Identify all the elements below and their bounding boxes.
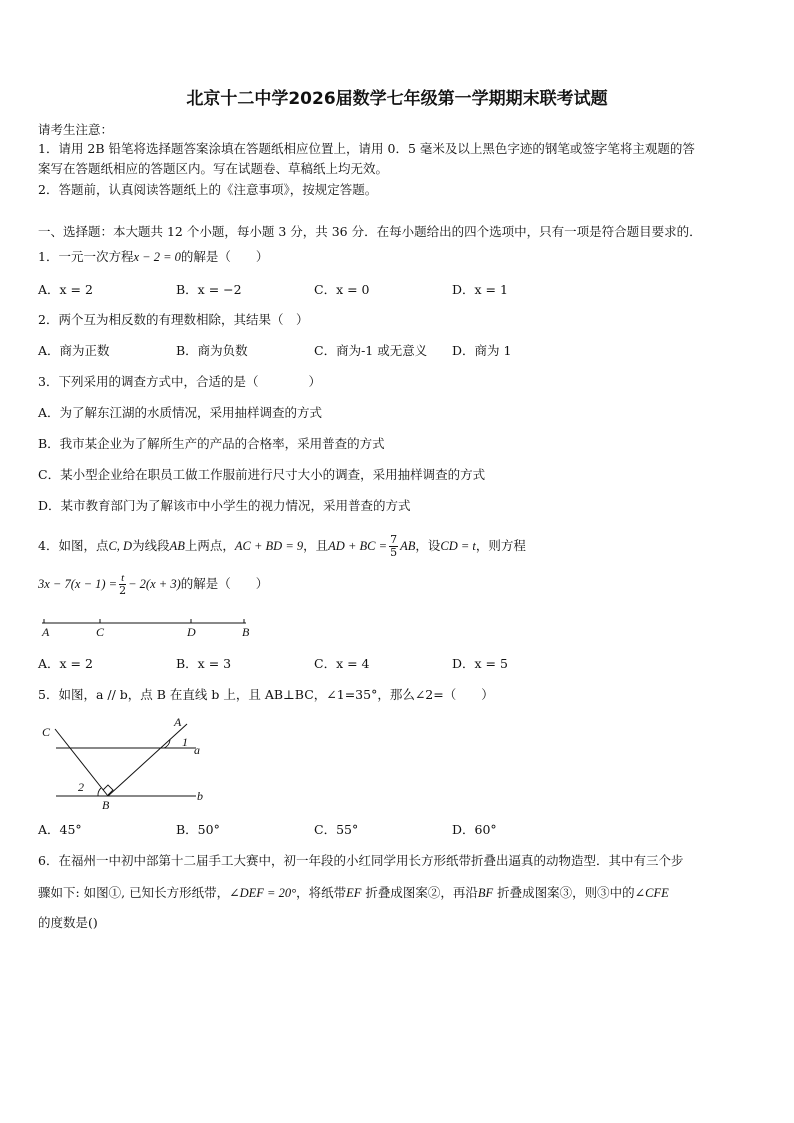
q3-stem: 3．下列采用的调查方式中，合适的是（ ） (38, 374, 321, 389)
q6-line-1: 6．在福州一中初中部第十二届手工大赛中，初一年段的小红同学用长方形纸带折叠出逼真的动物造型．其中有三个步 (38, 853, 684, 868)
q5-option-a: A．45° (38, 822, 82, 837)
q4-stem (38, 534, 526, 559)
q6-angle-cfe: ∠CFE (634, 886, 669, 900)
q1-stem-b: 的解是（ ） (180, 249, 269, 264)
q4-stem-e: ，设 (415, 538, 441, 553)
q5-option-d: D．60° (452, 822, 497, 837)
q2-option-c: C．商为-1 或无意义 (314, 343, 428, 358)
q5-angle-2-arc (98, 788, 101, 796)
q4-option-a: A．x = 2 (38, 656, 93, 671)
q4-condition-2b: AB (400, 539, 416, 553)
q1-option-b: B．x = −2 (176, 282, 242, 297)
q1-option-d: D．x = 1 (452, 282, 508, 297)
q6-line-3: 的度数是() (38, 915, 98, 930)
q4-equation-line (38, 572, 268, 597)
q6-strip-ef: EF (346, 886, 362, 900)
q2-option-d: D．商为 1 (452, 343, 512, 358)
q1-option-a: A．x = 2 (38, 282, 93, 297)
page-title: 北京十二中学2026届数学七年级第一学期期末联考试题 (186, 89, 608, 109)
q5-label-b-point: B (102, 798, 110, 812)
q5-label-angle-2: 2 (78, 780, 84, 794)
q4-option-b: B．x = 3 (176, 656, 232, 671)
q4-option-d: D．x = 5 (452, 656, 508, 671)
q4-label-c: C (96, 625, 105, 639)
q4-stem-g: 的解是（ ） (180, 576, 269, 591)
q4-label-d: D (187, 625, 196, 639)
q6-strip-bf: BF (477, 886, 494, 900)
notice-line-1a: 1．请用 2B 铅笔将选择题答案涂填在答题纸相应位置上，请用 0．5 毫米及以上黑色字迹的钢笔或签字笔将主观题的答 (38, 141, 695, 156)
q4-fraction (389, 534, 398, 559)
q1-equation: x − 2 = 0 (133, 250, 181, 264)
q3-option-c: C．某小型企业给在职员工做工作服前进行尺寸大小的调查，采用抽样调查的方式 (38, 467, 486, 482)
q5-stem: 5．如图，a // b，点 B 在直线 b 上，且 AB⊥BC，∠1=35°，那么∠2=（ ） (38, 687, 494, 702)
q4-label-a: A (42, 625, 50, 639)
q2-option-a: A．商为正数 (38, 343, 110, 358)
q4-condition-3: CD = t (440, 539, 476, 553)
q5-option-c: C．55° (314, 822, 359, 837)
q5-option-b: B．50° (176, 822, 220, 837)
q4-stem-f: ，则方程 (475, 538, 526, 553)
q1-stem-a: 1．一元一次方程 (38, 249, 134, 264)
q3-option-a: A．为了解东江湖的水质情况，采用抽样调查的方式 (38, 405, 323, 420)
q4-segment-ab: AB (169, 539, 185, 553)
q5-label-c: C (42, 725, 51, 739)
q4-stem-c: 上两点， (184, 538, 235, 553)
q6-line-2 (38, 883, 669, 903)
q2-stem: 2．两个互为相反数的有理数相除，其结果（ ） (38, 312, 309, 327)
q2-option-b: B．商为负数 (176, 343, 248, 358)
q4-equation-fraction-numerator: t (121, 572, 125, 584)
q6-line-2b: ，将纸带 (296, 885, 347, 900)
q6-line-2d: 折叠成图案③，则③中的 (493, 885, 635, 900)
notice-line-2: 2．答题前，认真阅读答题纸上的《注意事项》，按规定答题。 (38, 182, 378, 197)
q4-stem-b: 为线段 (132, 538, 170, 553)
q5-right-angle-mark (103, 785, 113, 795)
q4-equation-b: − 2(x + 3) (128, 577, 181, 591)
q4-option-c: C．x = 4 (314, 656, 370, 671)
q4-condition-1: AC + BD = 9 (234, 539, 304, 553)
section-1-heading: 一、选择题：本大题共 12 个小题，每小题 3 分，共 36 分．在每小题给出的四个选项中，只有一项是符合题目要求的． (38, 224, 702, 239)
notice-line-1b: 案写在答题纸相应的答题区内。写在试题卷、草稿纸上均无效。 (38, 161, 389, 176)
q1-stem (38, 249, 268, 265)
q4-condition-2a: AD + BC = (328, 539, 388, 553)
notice-heading: 请考生注意： (38, 122, 114, 137)
q4-fraction-denominator: 5 (390, 546, 398, 559)
q5-ray-ba (108, 724, 187, 796)
q4-equation-fraction-denominator: 2 (119, 584, 127, 597)
q4-label-b: B (242, 625, 250, 639)
q4-segment-figure (36, 614, 262, 644)
q5-label-angle-1: 1 (182, 735, 188, 749)
q4-equation-a: 3x − 7(x − 1) = (38, 577, 118, 591)
q5-label-line-a: a (194, 743, 200, 757)
q4-stem-a: 4．如图，点 (38, 538, 109, 553)
q5-label-line-b: b (197, 789, 203, 803)
q4-points-cd: C, D (108, 539, 133, 553)
q6-line-2c: 折叠成图案②，再沿 (361, 885, 478, 900)
q6-line-2a: 骤如下: 如图①, 已知长方形纸带， (38, 885, 230, 900)
q4-stem-d: ，且 (303, 538, 329, 553)
q4-fraction-numerator: 7 (390, 533, 398, 546)
q1-option-c: C．x = 0 (314, 282, 370, 297)
q5-label-a-point: A (174, 715, 182, 729)
q5-figure (36, 712, 216, 812)
q4-equation-fraction (119, 572, 126, 597)
q6-angle-def: ∠DEF = 20° (229, 886, 297, 900)
q3-option-b: B．我市某企业为了解所生产的产品的合格率，采用普查的方式 (38, 436, 385, 451)
q3-option-d: D．某市教育部门为了解该市中小学生的视力情况，采用普查的方式 (38, 498, 411, 513)
